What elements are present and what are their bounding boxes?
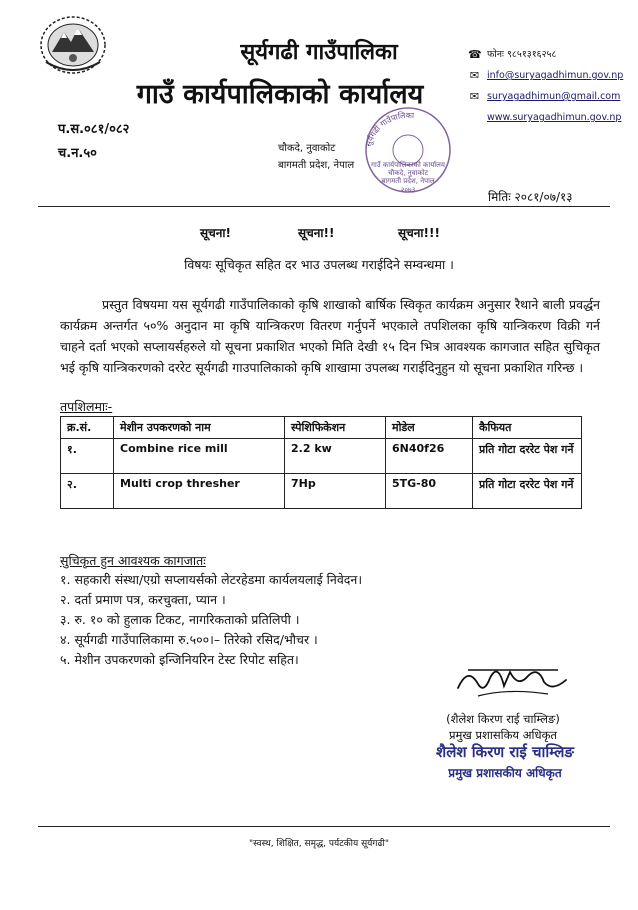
table-caption: तपशिलमाः- <box>60 399 113 414</box>
office-stamp <box>360 104 456 194</box>
notice-subject: विषयः सूचिकृत सहित दर भाउ उपलब्ध गराईदिने सम्वन्धमा । <box>184 257 454 272</box>
cell-model: 5TG-80 <box>386 474 473 509</box>
email-row-1 <box>468 65 623 86</box>
footer-divider <box>38 826 610 827</box>
mail-icon: ✉ <box>469 90 480 103</box>
table-row <box>61 439 582 474</box>
stamp-line-2: गाउँ कार्यपालिकाको कार्यालय <box>371 161 445 169</box>
col-header-remarks: कैफियत <box>473 417 582 439</box>
table-row <box>61 474 582 509</box>
header-divider <box>38 206 610 207</box>
dispatch-number: च.न.५० <box>58 146 97 161</box>
stamp-text-arc: सूर्यगढी गाउँपालिका <box>363 110 415 148</box>
signatory-name: (शैलेश किरण राई चाम्लिङ) <box>446 712 560 726</box>
documents-list <box>60 570 362 670</box>
office-name: गाउँ कार्यपालिकाको कार्यालय <box>136 79 424 110</box>
table-header-row <box>61 417 582 439</box>
letter-date: मितिः २०८१/०७/१३ <box>488 190 573 204</box>
notice-body <box>60 294 600 378</box>
cell-machine: Combine rice mill <box>114 439 285 474</box>
equipment-table <box>60 416 582 509</box>
list-item: ५. मेशीन उपकरणको इन्जिनियरिन टेस्ट रिपोट सहित। <box>60 652 299 667</box>
cell-spec: 7Hp <box>285 474 386 509</box>
stamp-line-3: चौकदे, नुवाकोट <box>387 169 429 177</box>
website-link[interactable]: www.suryagadhimun.gov.np <box>487 112 622 123</box>
phone-row <box>468 44 623 65</box>
website-row <box>468 107 623 128</box>
signature-stamp-title: प्रमुख प्रशासकीय अधिकृत <box>448 766 562 780</box>
col-header-spec: स्पेशिफिकेशन <box>285 417 386 439</box>
notice-paragraph: प्रस्तुत विषयमा यस सूर्यगढी गाउँपालिकाको कृषि शाखाको बार्षिक स्विकृत कार्यक्रम अनुसार रैथाने बाली प्रवर्द्धन कार्यक्रम अन्तर्गत ५०% अनुदान मा कृषि यान्त्रिकरण वितरण गर्नुपर्ने भएकाले तपशिलका कृषि यान्त्रिकरण विक्री गर्न चाहने दर्ता भएको सप्लायर्सहरुले यो सूचना प्रकाशित भएको मिति देखी १५ दिन भित्र आवश्यक कागजात सहित सुचिकृत भई कृषि यान्त्रिकरणको दररेट सूर्यगढी गाउपालिकाको कृषि शाखामा उपलब्ध गराईदिनुहुन यो सूचना प्रकाशित गरिन्छ । <box>60 297 600 375</box>
handwritten-signature <box>448 658 578 704</box>
contact-block <box>468 44 623 128</box>
col-header-machine: मेशीन उपकरणको नाम <box>114 417 285 439</box>
email-link-info[interactable]: info@suryagadhimun.gov.np <box>487 70 624 81</box>
phone-number: फोनः ९८५१३१६२५८ <box>487 49 557 60</box>
col-header-sn: क्र.सं. <box>61 417 114 439</box>
cell-sn: २. <box>61 474 114 509</box>
address-line-2: बागमती प्रदेश, नेपाल <box>278 160 355 171</box>
mail-icon: ✉ <box>469 69 480 82</box>
footer-motto: "स्वस्थ, शिक्षित, समृद्ध, पर्यटकीय सूर्यगढी" <box>248 839 389 849</box>
address-line-1: चौकदे, नुवाकोट <box>278 143 336 154</box>
notice-label-2: सूचना!! <box>298 226 335 240</box>
stamp-year: २०७३ <box>400 186 416 194</box>
cell-spec: 2.2 kw <box>285 439 386 474</box>
phone-icon: ☎ <box>468 48 482 61</box>
fiscal-year-ref: प.स.०८१/०८२ <box>58 122 130 137</box>
notice-label-1: सूचना! <box>200 226 231 240</box>
col-header-model: मोडेल <box>386 417 473 439</box>
stamp-line-4: बागमती प्रदेश, नेपाल <box>381 177 435 185</box>
list-item: ३. रु. १० को हुलाक टिकट, नागरिकताको प्रतिलिपी । <box>60 612 300 627</box>
list-item: ४. सूर्यगढी गाउँपालिकामा रु.५००।– तिरेको रसिद/भौचर । <box>60 632 318 647</box>
notice-label-3: सूचना!!! <box>398 226 440 240</box>
office-address <box>278 140 354 174</box>
signature-stamp-name: शैलेश किरण राई चाम्लिङ <box>436 743 574 761</box>
email-link-gmail[interactable]: suryagadhimun@gmail.com <box>487 91 621 102</box>
reference-block <box>58 118 129 166</box>
cell-sn: १. <box>61 439 114 474</box>
cell-remarks: प्रति गोटा दररेट पेश गर्ने <box>473 439 582 474</box>
municipality-name: सूर्यगढी गाउँपालिका <box>240 40 398 65</box>
list-item: १. सहकारी संस्था/एग्रो सप्लायर्सको लेटरहेडमा कार्यलयलाई निवेदन। <box>60 572 363 587</box>
cell-machine: Multi crop thresher <box>114 474 285 509</box>
documents-title: सुचिकृत हुन आवश्यक कागजातः <box>60 553 206 568</box>
list-item: २. दर्ता प्रमाण पत्र, करचुक्ता, प्यान । <box>60 592 226 607</box>
cell-model: 6N40f26 <box>386 439 473 474</box>
signatory-title: प्रमुख प्रशासकिय अधिकृत <box>449 728 557 742</box>
cell-remarks: प्रति गोटा दररेट पेश गर्ने <box>473 474 582 509</box>
email-row-2 <box>468 86 623 107</box>
